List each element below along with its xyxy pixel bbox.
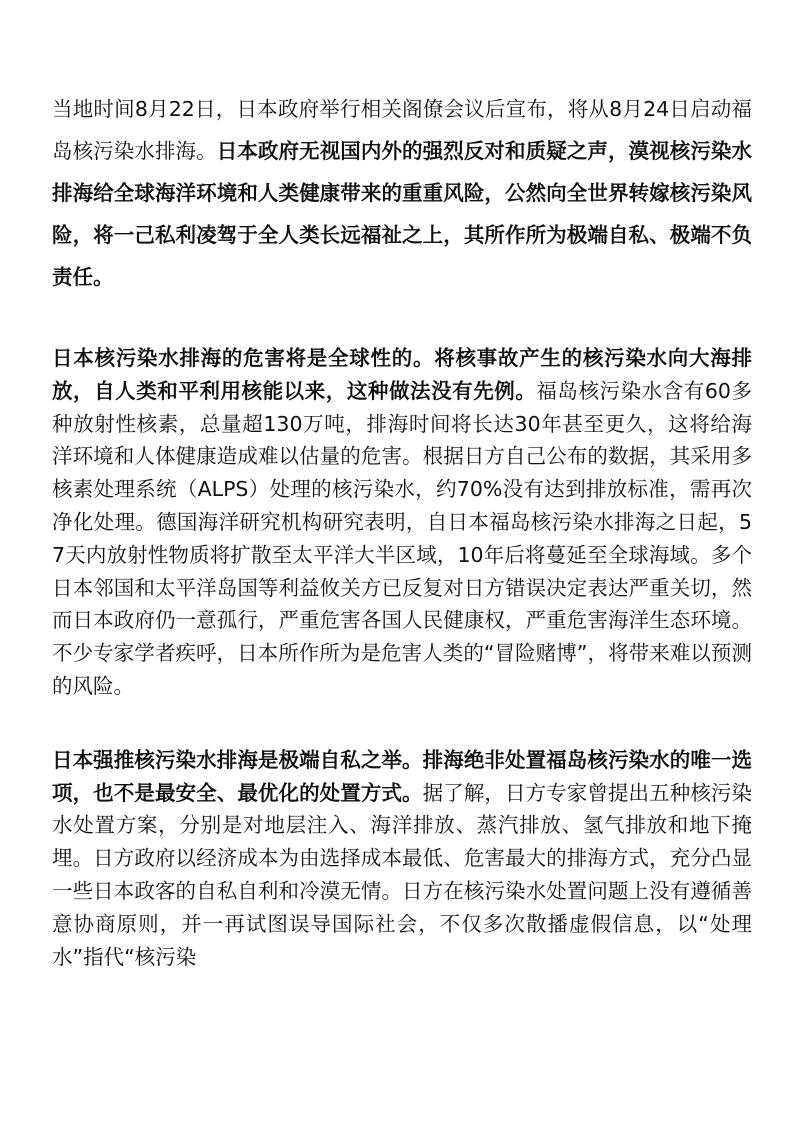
- paragraph-2-text: 福岛核污染水含有60多种放射性核素，总量超130万吨，排海时间将长达30年甚至更久，这将给海洋环境和人体健康造成难以估量的危害。根据日方自己公布的数据，其采用多核素处理系统（ALPS）处理的核污染水，约70%没有达到排放标准，需再次净化处理。德国海洋研究机构研究表明，自日本福岛核污染水排海之日起，57天内放射性物质将扩散至太平洋大半区域，10年后将蔓延至全球海域。多个日本邻国和太平洋岛国等利益攸关方已反复对日方错误决定表达严重关切，然而日本政府仍一意孤行，严重危害各国人民健康权，严重危害海洋生态环境。不少专家学者疾呼，日本所作所为是危害人类的“冒险赌博”，将带来难以预测的风险。: [52, 378, 752, 698]
- article-body: [52, 88, 752, 973]
- paragraph-1-emphasis: 日本政府无视国内外的强烈反对和质疑之声，漠视核污染水排海给全球海洋环境和人类健康带来的重重风险，公然向全世界转嫁核污染风险，将一己私利凌驾于全人类长远福祉之上，其所作所为极端自私、极端不负责任。: [52, 139, 753, 289]
- paragraph-spacer: [52, 703, 752, 744]
- paragraph-1-text: 当地时间8月22日，日本政府举行相关阁僚会议后宣布，将从8月24日启动福岛核污染水排海。: [52, 97, 752, 163]
- paragraph-2-emphasis: 日本核污染水排海的危害将是全球性的。将核事故产生的核污染水向大海排放，自人类和平利用核能以来，这种做法没有先例。: [52, 346, 752, 403]
- paragraph-1: [52, 88, 752, 298]
- paragraph-3: [52, 744, 752, 974]
- paragraph-3-emphasis: 日本强推核污染水排海是极端自私之举。排海绝非处置福岛核污染水的唯一选项，也不是最安全、最优化的处置方式。: [52, 747, 752, 805]
- paragraph-3-text: 据了解，日方专家曾提出五种核污染水处置方案，分别是对地层注入、海洋排放、蒸汽排放、氢气排放和地下掩埋。日方政府以经济成本为由选择成本最低、危害最大的排海方式，充分凸显一些日本政客的自私自利和冷漠无情。日方在核污染水处置问题上没有遵循善意协商原则，并一再试图误导国际社会，不仅多次散播虚假信息，以“处理水”指代“核污染: [52, 780, 753, 969]
- paragraph-spacer: [52, 298, 752, 342]
- paragraph-2: [52, 342, 752, 703]
